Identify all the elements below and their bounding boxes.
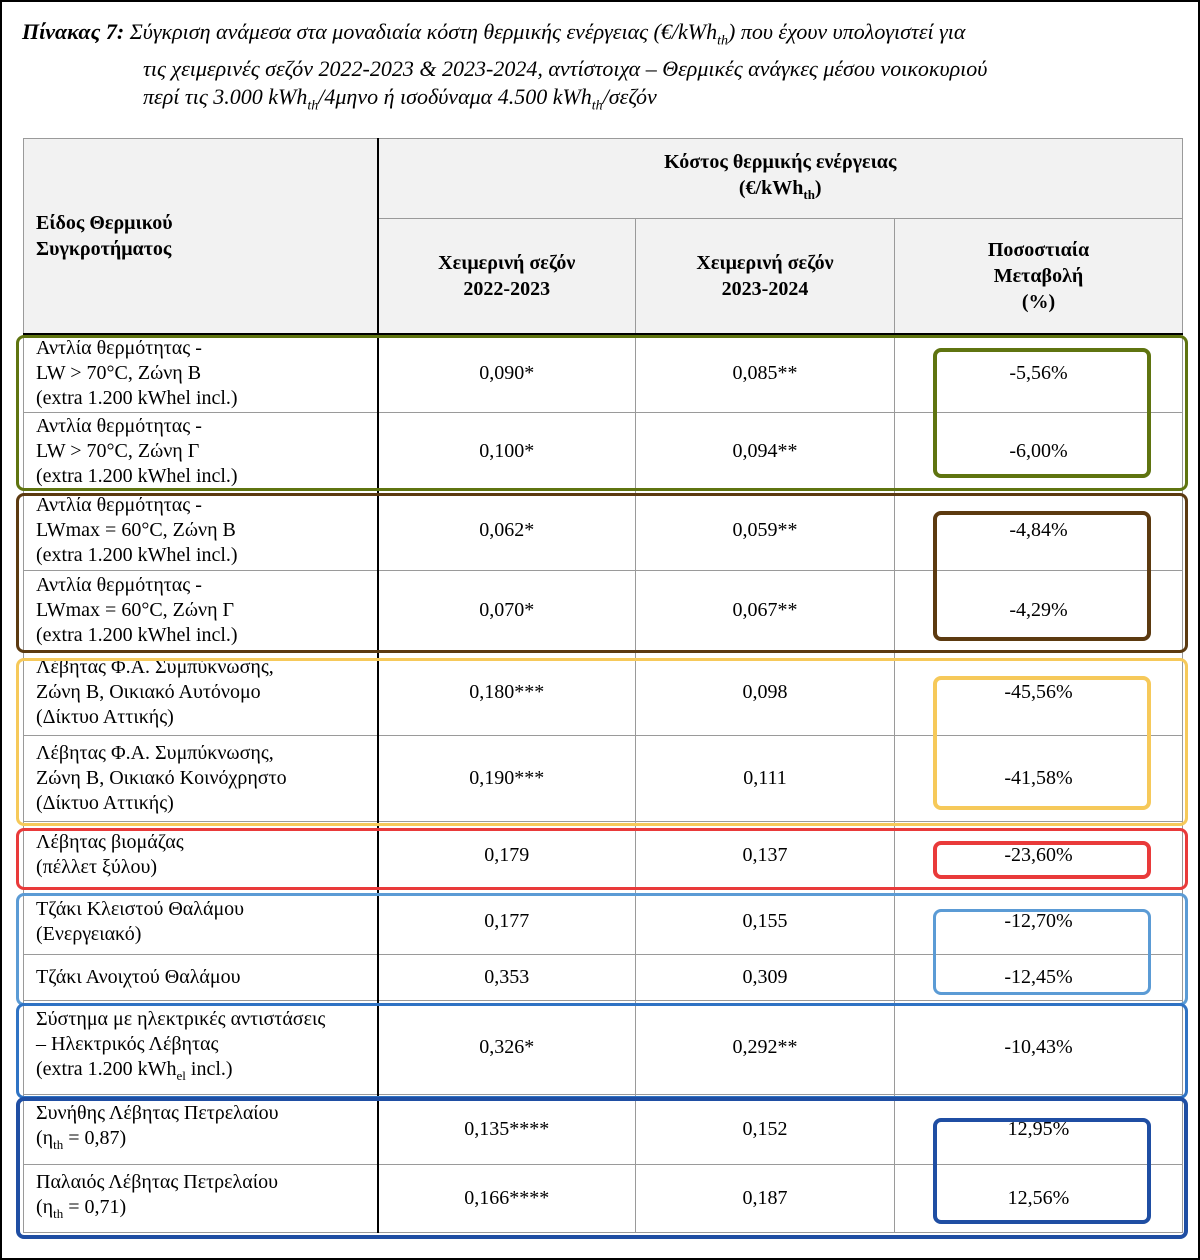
caption-line1-sub: th: [717, 33, 728, 49]
table-row: [24, 650, 1183, 735]
row-percentage-change: -12,45%: [895, 954, 1183, 1000]
row-cost-2022-2023: 0,135****: [378, 1094, 636, 1164]
caption-line1-end: ) που έχουν υπολογιστεί για: [727, 19, 966, 44]
table-row: [24, 490, 1183, 570]
row-system-name: Αντλία θερμότητας - LW > 70°C, Ζώνη Γ (extra 1.200 kWhel incl.): [24, 412, 378, 490]
cost-comparison-table: [23, 138, 1183, 1233]
row-percentage-change: -6,00%: [895, 412, 1183, 490]
table-row: [24, 954, 1183, 1000]
row-system-name: Σύστημα με ηλεκτρικές αντιστάσεις – Ηλεκτρικός Λέβητας (extra 1.200 kWh$_{el}$ incl.): [24, 1000, 378, 1094]
row-cost-2022-2023: 0,090*: [378, 334, 636, 412]
row-system-name: Λέβητας Φ.Α. Συμπύκνωσης, Ζώνη Β, Οικιακό Κοινόχρηστο (Δίκτυο Αττικής): [24, 735, 378, 821]
row-percentage-change: -41,58%: [895, 735, 1183, 821]
caption-line3: περί τις 3.000 kWh$_{th}$/4μηνο ή ισοδύναμα 4.500 kWh$_{th}$/σεζόν: [143, 84, 657, 114]
table-row: [24, 570, 1183, 650]
row-cost-2022-2023: 0,180***: [378, 650, 636, 735]
row-system-name: Τζάκι Ανοιχτού Θαλάμου: [24, 954, 378, 1000]
header-season-2022-2023: Χειμερινή σεζόν 2022-2023: [378, 219, 636, 335]
row-cost-2023-2024: 0,094**: [636, 412, 895, 490]
row-cost-2023-2024: 0,067**: [636, 570, 895, 650]
row-cost-2022-2023: 0,177: [378, 889, 636, 954]
row-percentage-change: 12,56%: [895, 1164, 1183, 1232]
row-cost-2022-2023: 0,353: [378, 954, 636, 1000]
row-system-name: Λέβητας βιομάζας (πέλλετ ξύλου): [24, 821, 378, 889]
row-cost-2023-2024: 0,059**: [636, 490, 895, 570]
header-system-type: Είδος Θερμικού Συγκροτήματος: [24, 139, 378, 335]
table-row: [24, 1164, 1183, 1232]
row-system-name: Τζάκι Κλειστού Θαλάμου (Ενεργειακό): [24, 889, 378, 954]
table-row: [24, 889, 1183, 954]
row-percentage-change: 12,95%: [895, 1094, 1183, 1164]
row-cost-2022-2023: 0,190***: [378, 735, 636, 821]
row-system-name: Λέβητας Φ.Α. Συμπύκνωσης, Ζώνη Β, Οικιακό Αυτόνομο (Δίκτυο Αττικής): [24, 650, 378, 735]
row-percentage-change: -45,56%: [895, 650, 1183, 735]
header-percentage-change: Ποσοστιαία Μεταβολή (%): [895, 219, 1183, 335]
row-cost-2022-2023: 0,166****: [378, 1164, 636, 1232]
header-thermal-cost: Κόστος θερμικής ενέργειας (€/kWh$_{th}$): [378, 139, 1183, 219]
row-percentage-change: -23,60%: [895, 821, 1183, 889]
row-system-name: Αντλία θερμότητας - LW > 70°C, Ζώνη Β (extra 1.200 kWhel incl.): [24, 334, 378, 412]
row-percentage-change: -5,56%: [895, 334, 1183, 412]
row-cost-2023-2024: 0,309: [636, 954, 895, 1000]
row-percentage-change: -4,84%: [895, 490, 1183, 570]
table-caption: [22, 18, 1187, 121]
header-season-2023-2024: Χειμερινή σεζόν 2023-2024: [636, 219, 895, 335]
row-cost-2022-2023: 0,100*: [378, 412, 636, 490]
table-row: [24, 821, 1183, 889]
caption-label: Πίνακας 7:: [22, 19, 125, 44]
row-cost-2023-2024: 0,111: [636, 735, 895, 821]
row-cost-2023-2024: 0,152: [636, 1094, 895, 1164]
row-cost-2022-2023: 0,070*: [378, 570, 636, 650]
table-row: [24, 1094, 1183, 1164]
row-cost-2023-2024: 0,085**: [636, 334, 895, 412]
row-cost-2022-2023: 0,326*: [378, 1000, 636, 1094]
row-cost-2023-2024: 0,098: [636, 650, 895, 735]
row-percentage-change: -12,70%: [895, 889, 1183, 954]
row-percentage-change: -4,29%: [895, 570, 1183, 650]
row-system-name: Συνήθης Λέβητας Πετρελαίου $(\eta_{th} = 0,87)$: [24, 1094, 378, 1164]
row-system-name: Αντλία θερμότητας - LWmax = 60°C, Ζώνη Γ (extra 1.200 kWhel incl.): [24, 570, 378, 650]
row-cost-2022-2023: 0,179: [378, 821, 636, 889]
caption-line2: τις χειμερινές σεζόν 2022-2023 & 2023-2024, αντίστοιχα – Θερμικές ανάγκες μέσου νοικοκυριού: [143, 56, 988, 82]
row-cost-2023-2024: 0,187: [636, 1164, 895, 1232]
row-system-name: Αντλία θερμότητας - LWmax = 60°C, Ζώνη Β (extra 1.200 kWhel incl.): [24, 490, 378, 570]
row-cost-2023-2024: 0,292**: [636, 1000, 895, 1094]
table-row: [24, 412, 1183, 490]
row-percentage-change: -10,43%: [895, 1000, 1183, 1094]
table-row: [24, 735, 1183, 821]
row-cost-2022-2023: 0,062*: [378, 490, 636, 570]
row-system-name: Παλαιός Λέβητας Πετρελαίου $(\eta_{th} = 0,71)$: [24, 1164, 378, 1232]
caption-line1: Σύγκριση ανάμεσα στα μοναδιαία κόστη θερμικής ενέργειας (€/kWh: [124, 19, 718, 44]
row-cost-2023-2024: 0,137: [636, 821, 895, 889]
table-row: [24, 1000, 1183, 1094]
row-cost-2023-2024: 0,155: [636, 889, 895, 954]
table-row: [24, 334, 1183, 412]
